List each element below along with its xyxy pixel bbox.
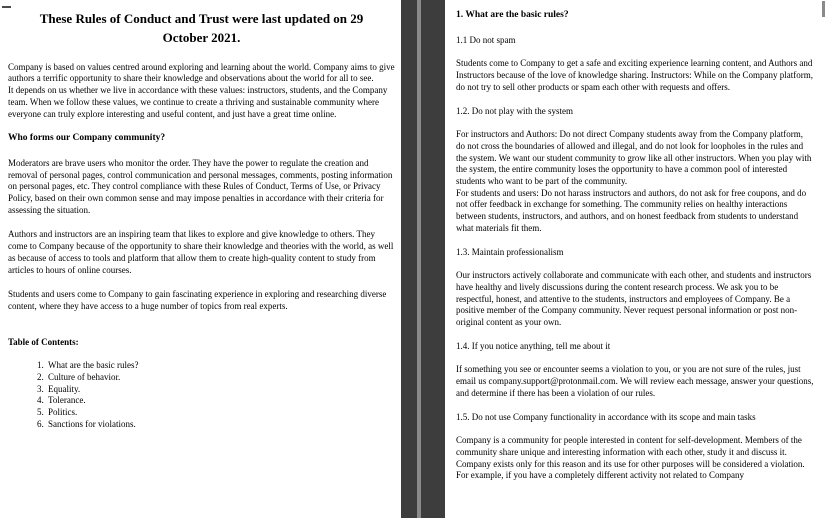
paragraph: For students and users: Do not harass instructors and authors, do not ask for free coupons, and do not offer feedback in exchange for something. The community relies on healthy interactions between students, instructors, and authors, and on honest feedback from students to understand what materials fit them. [456, 187, 807, 233]
horizontal-scrollbar-thumb[interactable] [2, 6, 11, 8]
page-gutter [401, 0, 445, 518]
paragraph: If something you see or encounter seems a violation to you, or you are not sure of the rules, just email us company.support@protonmail.com. We will review each message, answer your questions, and determine if there has been a violation of our rules. [456, 364, 814, 398]
toc-list [8, 360, 395, 430]
toc-item: 6. Sanctions for violations. [46, 419, 395, 431]
rule-section [456, 106, 814, 235]
rule-subheading: 1.3. Maintain professionalism [456, 246, 564, 257]
paragraph: For example, if you have a completely different activity not related to Company [456, 470, 744, 481]
paragraph: Students and users come to Company to gain fascinating experience in exploring and researching diverse content, where they have access to a huge number of topics from real experts. [8, 289, 387, 311]
paragraph: It depends on us whether we live in accordance with these values: instructors, students, and the Company team. When we follow these values, we continue to create a thriving and sustainable community where everyone can truly explore interesting and useful content, and just have a great time online. [8, 85, 388, 119]
paragraph: For instructors and Authors: Do not direct Company students away from the Company platform, do not cross the boundaries of allowed and illegal, and do not look for loopholes in the rules and the system. We want our student community to grow like all other instructors. When you play with the system, the entire community loses the opportunity to have a common pool of interested students who want to be part of the community. [456, 129, 812, 187]
paragraph: Our instructors actively collaborate and communicate with each other, and students and instructors have healthy and lively discussions during the content research process. We ask you to be respectful, honest, and attentive to the students, instructors and employees of Company. Be a positive member of the Company community. Never request personal information or post non-original content as your own. [456, 270, 812, 328]
rule-subheading: 1.1 Do not spam [456, 34, 516, 45]
paragraph: Authors and instructors are an inspiring team that likes to explore and give knowledge to others. They come to Company because of the opportunity to share their knowledge and theories with the world, as well as because of access to tools and platform that allow them to create high-quality content to study from articles to hours of online courses. [8, 229, 394, 275]
toc-item: 2. Culture of behavior. [46, 372, 395, 384]
rule-subheading: 1.5. Do not use Company functionality in accordance with its scope and main tasks [456, 411, 756, 422]
toc-item: 1. What are the basic rules? [46, 360, 395, 372]
toc-item: 4. Tolerance. [46, 395, 395, 407]
toc-item: 3. Equality. [46, 384, 395, 396]
document-page-left [0, 0, 401, 518]
vertical-scrollbar-thumb[interactable] [822, 1, 825, 17]
rule-subheading: 1.4. If you notice anything, tell me about it [456, 340, 611, 351]
gutter-scrollbar[interactable] [417, 0, 421, 518]
paragraph: Company is a community for people interested in content for self-development. Members of the community share unique and interesting information with each other, study it and discuss it. Company exists only for this reason and its use for other purposes will be considered a violation. [456, 435, 805, 469]
section-heading: Who forms our Company community? [8, 133, 166, 144]
toc-item: 5. Politics. [46, 407, 395, 419]
rule-section [456, 247, 814, 329]
paragraph: Moderators are brave users who monitor the order. They have the power to regulate the creation and removal of personal pages, control communication and personal messages, comments, posting information on personal pages, etc. They control compliance with these Rules of Conduct, Terms of Use, or Privacy Policy, based on their own common sense and may impose penalties in accordance with their criteria for assessing the situation. [8, 157, 393, 215]
page-title: These Rules of Conduct and Trust were last updated on 29 October 2021. [39, 11, 364, 45]
toc-heading: Table of Contents: [8, 336, 79, 347]
rule-section [456, 341, 814, 400]
section-heading: 1. What are the basic rules? [456, 10, 569, 20]
rule-section [456, 35, 814, 94]
intro-paragraph-group [8, 62, 395, 121]
document-page-right [445, 0, 826, 518]
rule-section [456, 412, 814, 483]
rule-subheading: 1.2. Do not play with the system [456, 105, 573, 116]
paragraph: Company is based on values centred around exploring and learning about the world. Company aims to give authors a terrific opportunity to share their knowledge and observations about the world for all to see. [8, 61, 395, 84]
paragraph: Students come to Company to get a safe and exciting experience learning content, and Authors and Instructors because of the love of knowledge sharing. Instructors: While on the Company platform, do not try to sell other products or spam each other with requests and offers. [456, 58, 813, 92]
